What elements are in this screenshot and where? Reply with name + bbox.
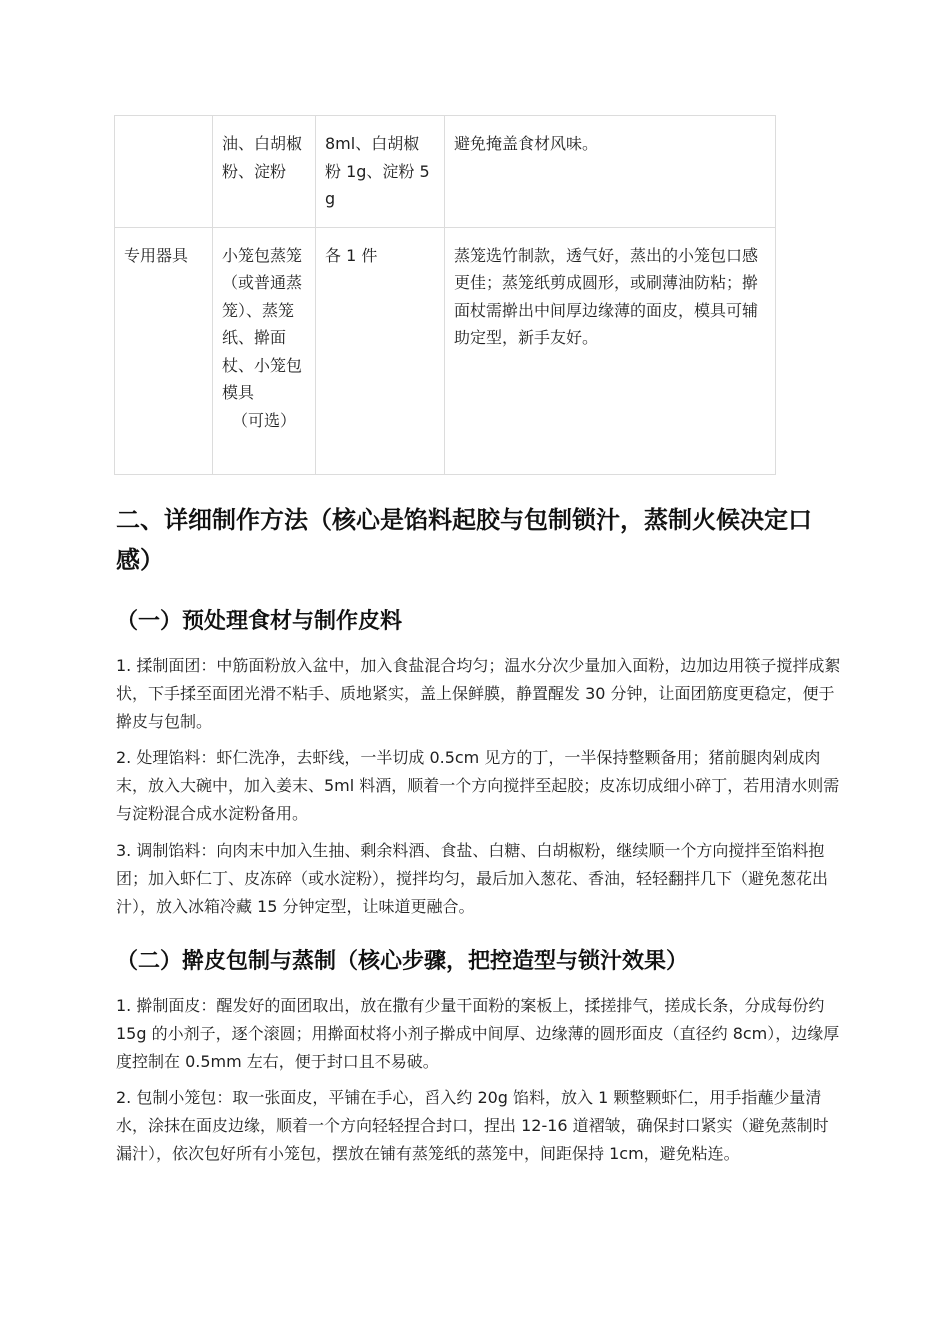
items-optional-note: （可选）: [231, 410, 296, 430]
step-paragraph: 1. 揉制面团：中筋面粉放入盆中，加入食盐混合均匀；温水分次少量加入面粉，边加边用筷子搅拌成絮状，下手揉至面团光滑不粘手、质地紧实，盖上保鲜膜，静置醒发 30 分钟，让面团筋度更稳定，便于擀皮与包制。: [116, 656, 841, 731]
step-paragraph: 3. 调制馅料：向肉末中加入生抽、剩余料酒、食盐、白糖、白胡椒粉，继续顺一个方向搅拌至馅料抱团；加入虾仁丁、皮冻碎（或水淀粉），搅拌均匀，最后加入葱花、香油，轻轻翻拌几下（避免葱花出汁），放入冰箱冷藏 15 分钟定型，让味道更融合。: [116, 841, 829, 916]
subsection-heading-wrap-steam: （二）擀皮包制与蒸制（核心步骤，把控造型与锁汁效果）: [116, 949, 689, 974]
table-cell-note: 避免掩盖食材风味。: [445, 116, 776, 228]
step-paragraph: 2. 包制小笼包：取一张面皮，平铺在手心，舀入约 20g 馅料，放入 1 颗整颗虾仁，用手指蘸少量清水，涂抹在面皮边缘，顺着一个方向轻轻捏合封口，捏出 12-16 道褶皱，确保封口紧实（避免蒸制时漏汁），依次包好所有小笼包，摆放在铺有蒸笼纸的蒸笼中，间距保持 1cm，避免粘连。: [116, 1088, 829, 1163]
subsection-heading-prep: （一）预处理食材与制作皮料: [116, 609, 403, 634]
items-text: 小笼包蒸笼（或普通蒸笼）、蒸笼纸、擀面杖、小笼包模具: [222, 245, 303, 402]
table-cell-category: 专用器具: [115, 227, 213, 474]
table-cell-items: [213, 227, 316, 474]
step-paragraph: 1. 擀制面皮：醒发好的面团取出，放在撒有少量干面粉的案板上，揉搓排气，搓成长条，分成每份约 15g 的小剂子，逐个滚圆；用擀面杖将小剂子擀成中间厚、边缘薄的圆形面皮（直径约 8cm），边缘厚度控制在 0.5mm 左右，便于封口且不易破。: [116, 996, 840, 1071]
table-row: [115, 116, 776, 228]
table-cell-items: 油、白胡椒粉、淀粉: [213, 116, 316, 228]
table-cell-note: 蒸笼选竹制款，透气好，蒸出的小笼包口感更佳；蒸笼纸剪成圆形，或刷薄油防粘；擀面杖需擀出中间厚边缘薄的面皮，模具可辅助定型，新手友好。: [445, 227, 776, 474]
table-row: [115, 227, 776, 474]
table-cell-category: [115, 116, 213, 228]
ingredients-table: [114, 115, 776, 475]
section-heading: 二、详细制作方法（核心是馅料起胶与包制锁汁，蒸制火候决定口感）: [116, 506, 812, 574]
step-paragraph: 2. 处理馅料：虾仁洗净，去虾线，一半切成 0.5cm 见方的丁，一半保持整颗备用；猪前腿肉剁成肉末，放入大碗中，加入姜末、5ml 料酒，顺着一个方向搅拌至起胶；皮冻切成细小碎丁，若用清水则需与淀粉混合成水淀粉备用。: [116, 748, 840, 823]
table-cell-amount: 各 1 件: [316, 227, 445, 474]
table-cell-amount: 8ml、白胡椒粉 1g、淀粉 5g: [316, 116, 445, 228]
